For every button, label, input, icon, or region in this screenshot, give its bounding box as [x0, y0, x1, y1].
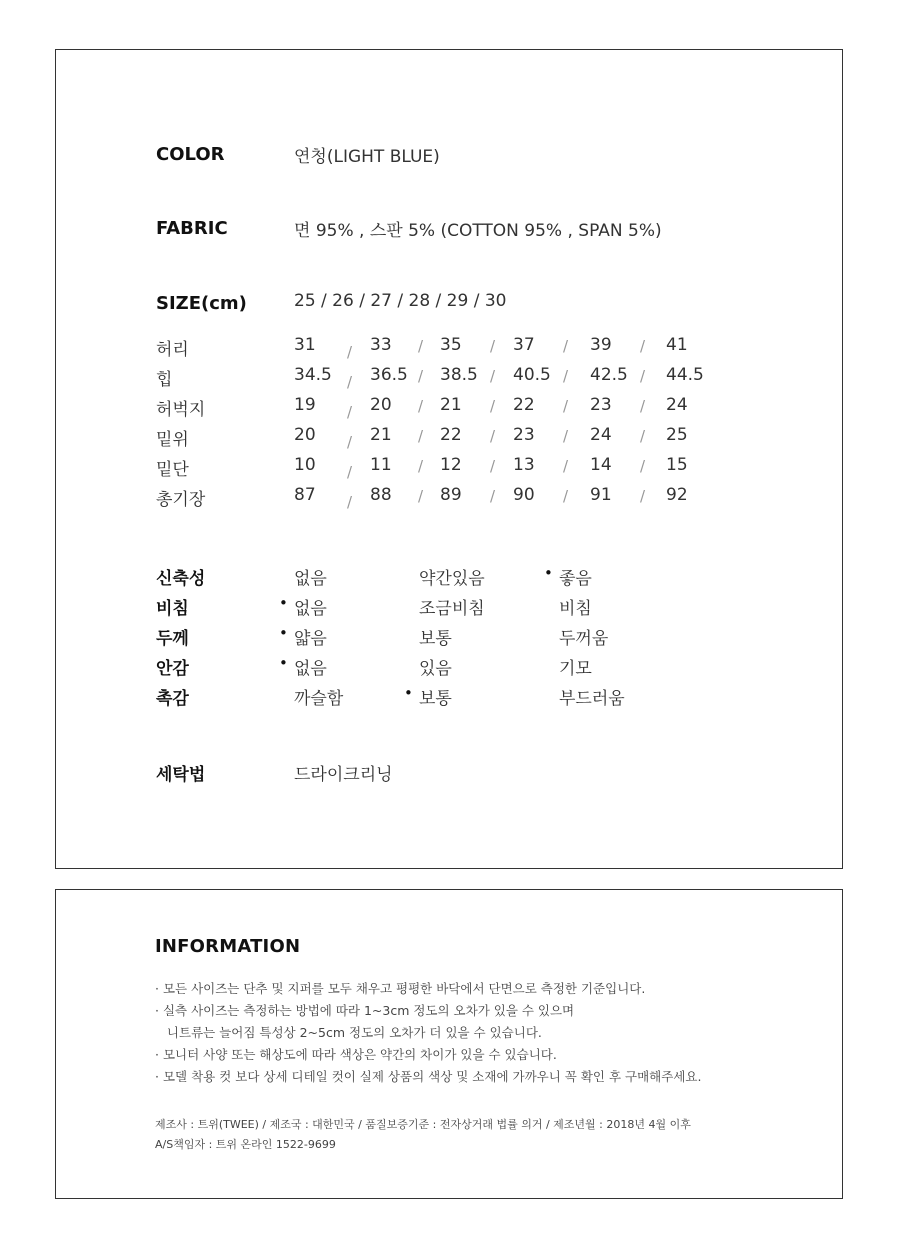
size-cell: 22: [440, 425, 462, 445]
size-separator: /: [418, 337, 424, 355]
size-separator: /: [490, 457, 496, 475]
size-separator: /: [490, 397, 496, 415]
size-cell: 39: [590, 335, 612, 355]
size-separator: /: [347, 493, 353, 511]
size-cell: 23: [513, 425, 535, 445]
fabric-label: FABRIC: [156, 218, 228, 239]
attribute-option-selected: • 보통: [419, 684, 452, 709]
size-cell: 24: [666, 395, 688, 415]
footer-line: A/S책임자 : 트위 온라인 1522-9699: [155, 1138, 336, 1151]
size-separator: /: [640, 397, 646, 415]
washing-value: 드라이크리닝: [294, 765, 393, 785]
size-cell: 34.5: [294, 365, 332, 385]
size-row-label: 힙: [156, 370, 173, 390]
size-label: SIZE(cm): [156, 293, 247, 314]
size-row: [156, 455, 776, 485]
size-row: [156, 395, 776, 425]
size-cell: 92: [666, 485, 688, 505]
size-cell: 20: [370, 395, 392, 415]
size-separator: /: [563, 427, 569, 445]
attribute-label: 촉감: [156, 689, 189, 709]
size-separator: /: [418, 457, 424, 475]
size-cell: 91: [590, 485, 612, 505]
spec-panel: [55, 49, 843, 869]
size-cell: 87: [294, 485, 316, 505]
size-row: [156, 485, 776, 515]
attribute-option: 있음: [419, 659, 452, 679]
attribute-option: 비침: [559, 599, 592, 619]
size-separator: /: [490, 427, 496, 445]
attribute-label: 두께: [156, 629, 189, 649]
size-separator: /: [347, 403, 353, 421]
size-separator: /: [347, 433, 353, 451]
size-separator: /: [418, 487, 424, 505]
size-cell: 14: [590, 455, 612, 475]
size-cell: 42.5: [590, 365, 628, 385]
size-cell: 44.5: [666, 365, 704, 385]
attribute-option: 부드러움: [559, 689, 625, 709]
size-cell: 21: [440, 395, 462, 415]
size-row-label: 총기장: [156, 490, 206, 510]
size-cell: 25: [666, 425, 688, 445]
size-separator: /: [347, 343, 353, 361]
size-cell: 21: [370, 425, 392, 445]
attribute-option-selected: • 좋음: [559, 564, 592, 589]
size-row: [156, 335, 776, 365]
size-separator: /: [563, 397, 569, 415]
size-cell: 89: [440, 485, 462, 505]
size-cell: 20: [294, 425, 316, 445]
size-cell: 11: [370, 455, 392, 475]
attribute-label: 비침: [156, 599, 189, 619]
size-cell: 19: [294, 395, 316, 415]
information-line: · 모델 착용 컷 보다 상세 디테일 컷이 실제 상품의 색상 및 소재에 가까우니 꼭 확인 후 구매해주세요.: [155, 1069, 702, 1084]
information-line: · 모니터 사양 또는 해상도에 따라 색상은 약간의 차이가 있을 수 있습니다.: [155, 1047, 557, 1062]
information-title: INFORMATION: [155, 936, 301, 957]
size-separator: /: [640, 367, 646, 385]
fabric-value: 면 95% , 스판 5% (COTTON 95% , SPAN 5%): [294, 221, 662, 241]
attribute-option: 약간있음: [419, 569, 485, 589]
size-separator: /: [347, 373, 353, 391]
size-separator: /: [640, 337, 646, 355]
size-separator: /: [640, 427, 646, 445]
attribute-label: 안감: [156, 659, 189, 679]
size-separator: /: [418, 397, 424, 415]
size-cell: 88: [370, 485, 392, 505]
attribute-option: 조금비침: [419, 599, 485, 619]
size-cell: 41: [666, 335, 688, 355]
size-separator: /: [490, 337, 496, 355]
size-cell: 23: [590, 395, 612, 415]
size-cell: 90: [513, 485, 535, 505]
size-separator: /: [563, 367, 569, 385]
size-row-label: 밑단: [156, 460, 189, 480]
size-cell: 35: [440, 335, 462, 355]
attribute-option: 보통: [419, 629, 452, 649]
size-separator: /: [418, 367, 424, 385]
attribute-option: 없음: [294, 569, 327, 589]
size-separator: /: [418, 427, 424, 445]
size-value: 25 / 26 / 27 / 28 / 29 / 30: [294, 291, 507, 311]
size-separator: /: [347, 463, 353, 481]
size-cell: 31: [294, 335, 316, 355]
size-separator: /: [563, 457, 569, 475]
size-cell: 36.5: [370, 365, 408, 385]
size-row-label: 밑위: [156, 430, 189, 450]
information-panel: [55, 889, 843, 1199]
size-cell: 10: [294, 455, 316, 475]
size-separator: /: [640, 487, 646, 505]
attribute-option: 까슬함: [294, 689, 344, 709]
size-cell: 38.5: [440, 365, 478, 385]
footer-line: 제조사 : 트위(TWEE) / 제조국 : 대한민국 / 품질보증기준 : 전자상거래 법률 의거 / 제조년월 : 2018년 4월 이후: [155, 1118, 691, 1131]
size-cell: 15: [666, 455, 688, 475]
size-separator: /: [640, 457, 646, 475]
attribute-option-selected: • 얇음: [294, 624, 327, 649]
size-row: [156, 365, 776, 395]
size-cell: 33: [370, 335, 392, 355]
color-label: COLOR: [156, 144, 225, 165]
size-separator: /: [490, 487, 496, 505]
attribute-option: 두꺼움: [559, 629, 609, 649]
attribute-option-selected: • 없음: [294, 594, 327, 619]
size-cell: 37: [513, 335, 535, 355]
size-row: [156, 425, 776, 455]
size-cell: 24: [590, 425, 612, 445]
washing-label: 세탁법: [156, 765, 206, 785]
size-row-label: 허벅지: [156, 400, 206, 420]
size-separator: /: [490, 367, 496, 385]
size-cell: 40.5: [513, 365, 551, 385]
information-line: · 모든 사이즈는 단추 및 지퍼를 모두 채우고 평평한 바닥에서 단면으로 측정한 기준입니다.: [155, 981, 646, 996]
size-row-label: 허리: [156, 340, 189, 360]
size-cell: 12: [440, 455, 462, 475]
size-cell: 13: [513, 455, 535, 475]
attribute-option-selected: • 없음: [294, 654, 327, 679]
information-line: 니트류는 늘어짐 특성상 2~5cm 정도의 오차가 더 있을 수 있습니다.: [155, 1025, 542, 1040]
size-cell: 22: [513, 395, 535, 415]
information-line: · 실측 사이즈는 측정하는 방법에 따라 1~3cm 정도의 오차가 있을 수 있으며: [155, 1003, 575, 1018]
attribute-label: 신축성: [156, 569, 206, 589]
size-separator: /: [563, 337, 569, 355]
attribute-option: 기모: [559, 659, 592, 679]
color-value: 연청(LIGHT BLUE): [294, 147, 440, 167]
size-separator: /: [563, 487, 569, 505]
